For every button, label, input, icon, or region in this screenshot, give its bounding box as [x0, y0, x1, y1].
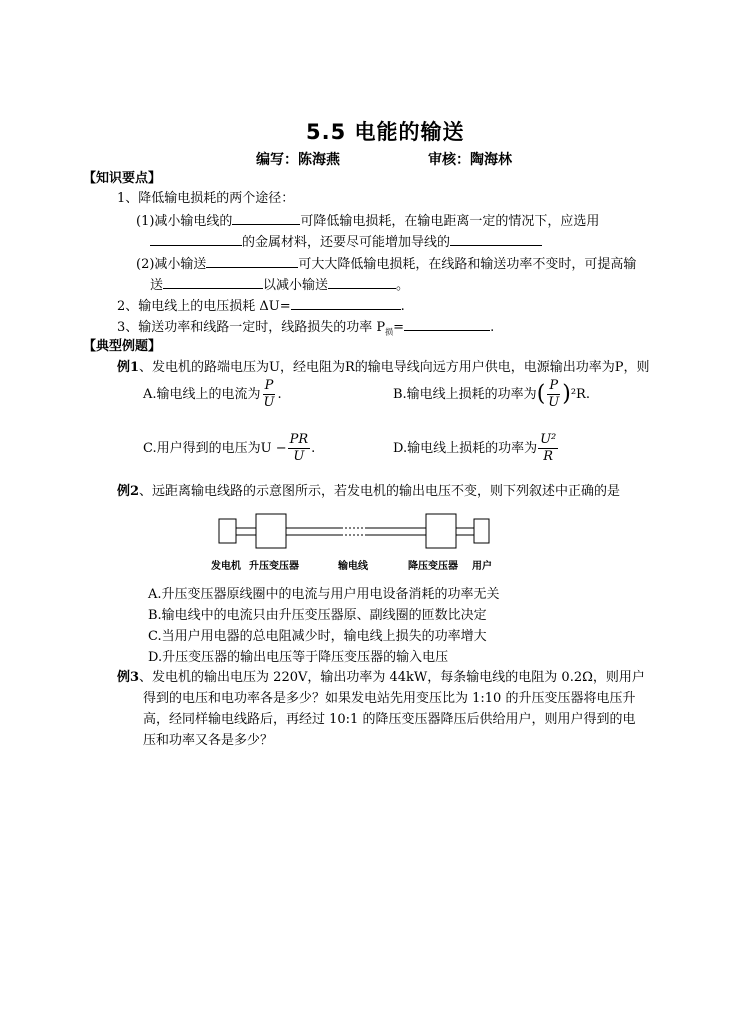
example-1-option-d — [393, 432, 559, 465]
example-label: 例3 — [117, 670, 140, 685]
reviewer-label: 审核：陶海林 — [428, 152, 512, 168]
text-segment: C.用户得到的电压为U − — [143, 441, 287, 456]
example-1-question — [117, 359, 650, 377]
knowledge-item-1b-line1 — [136, 254, 636, 274]
text-segment: = — [393, 320, 405, 335]
text-segment: (2)减小输送 — [136, 257, 207, 272]
text-segment: 3、输送功率和线路一定时，线路损失的功率 P — [117, 320, 386, 335]
numerator: P — [549, 378, 559, 393]
numerator: PR — [289, 432, 309, 447]
text-segment: ²R. — [570, 387, 590, 402]
knowledge-item-1: 1、降低输电损耗的两个途径： — [117, 191, 295, 206]
page-title: 5.5 电能的输送 — [306, 120, 465, 144]
paren: ) — [562, 381, 571, 407]
knowledge-item-2 — [117, 296, 405, 316]
text-segment: 2、输电线上的电压损耗 ΔU= — [117, 299, 291, 314]
example-1-option-c — [143, 432, 315, 465]
step-down-transformer-box — [426, 514, 456, 548]
blank-field[interactable] — [150, 232, 242, 246]
diagram-label-user: 用户 — [472, 561, 492, 572]
text-segment: 、发电机的路端电压为U，经电阻为R的输电导线向远方用户供电，电源输出功率为P，则 — [139, 360, 650, 375]
step-up-transformer-box — [256, 514, 286, 548]
knowledge-item-1a-line1 — [136, 211, 599, 231]
user-box — [474, 519, 489, 543]
example-2-option-d: D.升压变压器的输出电压等于降压变压器的输入电压 — [148, 650, 449, 665]
text-segment: 送 — [150, 278, 164, 293]
example-2-option-c: C.当用户用电器的总电阻减少时，输电线上损失的功率增大 — [148, 629, 487, 644]
example-3-line-2: 得到的电压和电功率各是多少？如果发电站先用变压比为 1:10 的升压变压器将电压升 — [143, 691, 636, 706]
example-1-option-a — [143, 378, 282, 411]
text-segment: . — [490, 320, 495, 335]
example-1-option-b — [393, 378, 590, 411]
text-segment: D.输电线上损耗的功率为 — [393, 441, 538, 456]
text-segment: 、发电机的输出电压为 220V，输出功率为 44kW，每条输电线的电阻为 0.2Ω，则用户 — [139, 670, 645, 685]
text-segment: B.输电线上损耗的功率为 — [393, 387, 537, 402]
numerator: U² — [540, 432, 557, 447]
blank-field[interactable] — [206, 254, 298, 268]
example-2-question — [117, 483, 620, 501]
fraction — [288, 432, 311, 465]
denominator: R — [543, 449, 554, 464]
example-3-line-3: 高，经同样输电线路后，再经过 10:1 的降压变压器降压后供给用户，则用户得到的电 — [143, 712, 636, 727]
text-segment: . — [277, 387, 282, 402]
example-3-line-1 — [117, 669, 645, 687]
text-segment: 、远距离输电线路的示意图所示，若发电机的输出电压不变，则下列叙述中正确的是 — [139, 484, 621, 499]
blank-field[interactable] — [163, 275, 263, 289]
example-label: 例1 — [117, 360, 140, 375]
fraction — [538, 432, 558, 465]
blank-field[interactable] — [404, 317, 490, 331]
text-segment: . — [311, 441, 316, 456]
fraction — [546, 378, 561, 411]
diagram-label-generator: 发电机 — [211, 561, 241, 572]
denominator: U — [263, 395, 275, 410]
numerator: P — [264, 378, 274, 393]
diagram-label-line: 输电线 — [338, 561, 368, 572]
knowledge-item-3 — [117, 317, 494, 342]
transmission-diagram — [215, 512, 495, 550]
blank-field[interactable] — [232, 211, 300, 225]
text-segment: 的金属材料，还要尽可能增加导线的 — [242, 235, 451, 250]
example-2-option-a: A.升压变压器原线圈中的电流与用户用电设备消耗的功率无关 — [148, 587, 500, 602]
generator-box — [219, 519, 236, 543]
examples-heading: 【典型例题】 — [83, 339, 162, 354]
diagram-label-step-up: 升压变压器 — [249, 561, 299, 572]
fraction — [262, 378, 277, 411]
subscript: 损 — [385, 327, 394, 337]
text-segment: 可大大降低输电损耗，在线路和输送功率不变时，可提高输 — [298, 257, 637, 272]
example-3-line-4: 压和功率又各是多少？ — [143, 733, 274, 748]
text-segment: 。 — [396, 278, 410, 293]
knowledge-heading: 【知识要点】 — [83, 171, 162, 186]
text-segment: A.输电线上的电流为 — [143, 387, 261, 402]
knowledge-item-1a-line2 — [150, 232, 542, 252]
example-2-option-b: B.输电线中的电流只由升压变压器原、副线圈的匝数比决定 — [148, 608, 487, 623]
example-label: 例2 — [117, 484, 140, 499]
knowledge-item-1b-line2 — [150, 275, 409, 295]
denominator: U — [548, 395, 560, 410]
blank-field[interactable] — [328, 275, 396, 289]
editor-label: 编写：陈海燕 — [256, 152, 340, 168]
denominator: U — [293, 449, 305, 464]
blank-field[interactable] — [450, 232, 542, 246]
diagram-label-step-down: 降压变压器 — [408, 561, 458, 572]
blank-field[interactable] — [291, 296, 401, 310]
text-segment: 以减小输送 — [263, 278, 329, 293]
text-segment: (1)减小输电线的 — [136, 214, 233, 229]
text-segment: 可降低输电损耗，在输电距离一定的情况下，应选用 — [300, 214, 600, 229]
text-segment: . — [400, 299, 405, 314]
paren: ( — [536, 381, 546, 407]
